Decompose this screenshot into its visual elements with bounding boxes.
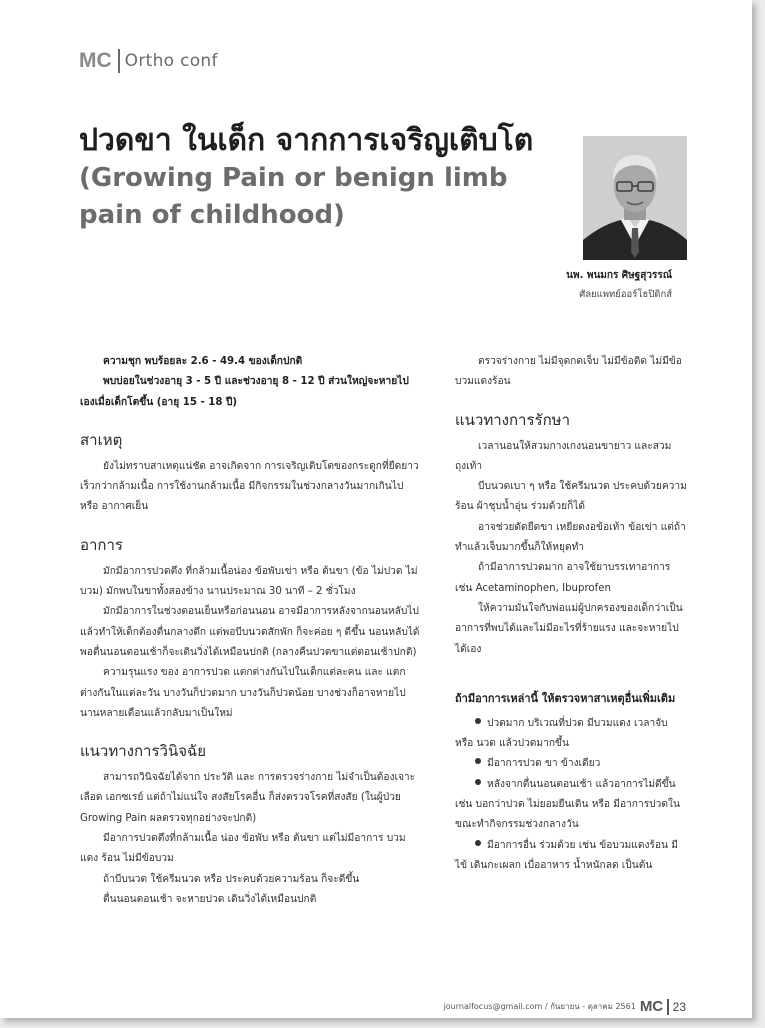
treatment-paragraph: เวลานอนให้สวมกางเกงนอนขายาว และสวมถุงเท้า bbox=[455, 440, 672, 472]
symptom-paragraph: มักมีอาการปวดตึง ที่กล้ามเนื้อน่อง ข้อพับเข่า หรือ ต้นขา (ข้อ ไม่ปวด ไม่บวม) มักพบในขาทั้งสองข้าง นานประมาณ 30 นาที – 2 ชั่วโมง bbox=[80, 565, 418, 598]
footer-email-date: journalfocus@gmail.com / กันยายน - ตุลาคม 2561 bbox=[443, 1002, 636, 1011]
author-role: ศัลยแพทย์ออร์โธปิดิกส์ bbox=[579, 289, 672, 300]
age-range-text: พบบ่อยในช่วงอายุ 3 - 5 ปี และช่วงอายุ 8 - 12 ปี ส่วนใหญ่จะหายไปเองเมื่อเด็กโตขึ้น (อายุ 15 - 18 ปี) bbox=[80, 376, 409, 408]
symptom-paragraph: ความรุนแรง ของ อาการปวด แตกต่างกันไปในเด็กแต่ละคน และ แตกต่างกันในแต่ละวัน บางวันก็ปวดมาก บางวันก็ปวดน้อย บางช่วงก็อาจหายไปนานหลายเดือนแล้วกลับมาเป็นใหม่ bbox=[80, 667, 406, 719]
diagnosis-paragraph: มีอาการปวดตึงที่กล้ามเนื้อ น่อง ข้อพับ หรือ ต้นขา แต่ไม่มีอาการ บวม แดง ร้อน ไม่มีข้อบวม bbox=[80, 833, 406, 865]
cause-heading: สาเหตุ bbox=[80, 430, 123, 449]
symptom-heading: อาการ bbox=[80, 535, 123, 554]
diagnosis-paragraph: ถ้าบีบนวด ใช้ครีมนวด หรือ ประคบด้วยความร้อน ก็จะดีขึ้น bbox=[103, 873, 360, 885]
warning-text: ปวดมาก บริเวณที่ปวด มีบวมแดง เวลาจับ หรือ นวด แล้วปวดมากขึ้น bbox=[455, 717, 668, 750]
diagnosis-paragraph: ตื่นนอนตอนเช้า จะหายปวด เดินวิ่งได้เหมือนปกติ bbox=[103, 893, 317, 905]
bullet-icon bbox=[475, 779, 481, 785]
right-column bbox=[455, 352, 688, 876]
bullet-icon bbox=[475, 758, 481, 764]
spacer bbox=[455, 660, 688, 674]
article-title-english: (Growing Pain or benign limb pain of childhood) bbox=[79, 163, 508, 230]
treatment-paragraph: อาจช่วยดัดยืดขา เหยียดงอข้อเท้า ข้อเข่า แต่ถ้าทำแล้วเจ็บมากขึ้นก็ให้หยุดทำ bbox=[455, 521, 686, 554]
warning-text: มีอาการปวด ขา ข้างเดียว bbox=[487, 758, 601, 770]
warning-item bbox=[455, 714, 688, 755]
prevalence-text: ความชุก พบร้อยละ 2.6 - 49.4 ของเด็กปกติ bbox=[103, 356, 303, 367]
symptom-paragraph: มักมีอาการในช่วงตอนเย็นหรือก่อนนอน อาจมีอาการหลังจากนอนหลับไปแล้วทำให้เด็กต้องตื่นกลางดึก แต่พอบีบนวดสักพัก ก็จะค่อย ๆ ดีขึ้น นอนหลับได้ พอตื่นนอนตอนเช้าก็จะเดินวิ่งได้เหมือนปกติ (กลางคืนปวดขาแต่ตอนเช้าปกติ) bbox=[80, 606, 420, 658]
bullet-icon bbox=[475, 840, 481, 846]
warning-text: มีอาการอื่น ร่วมด้วย เช่น ข้อบวมแดงร้อน มีไข้ เดินกะเผลก เบื่ออาหาร น้ำหนักลด เป็นต้น bbox=[455, 839, 678, 871]
warning-heading: ถ้ามีอาการเหล่านี้ ให้ตรวจหาสาเหตุอื่นเพิ่มเติม bbox=[455, 691, 676, 705]
treatment-paragraph: บีบนวดเบา ๆ หรือ ใช้ครีมนวด ประคบด้วยความร้อน ผ้าชุบน้ำอุ่น ร่วมด้วยก็ได้ bbox=[455, 481, 687, 513]
diagnosis-heading: แนวทางการวินิจฉัย bbox=[80, 742, 207, 761]
footer-brand: MC bbox=[639, 998, 664, 1015]
treatment-paragraph: ถ้ามีอาการปวดมาก อาจใช้ยาบรรเทาอาการ เช่น Acetaminophen, Ibuprofen bbox=[455, 562, 671, 594]
bullet-icon bbox=[475, 718, 481, 724]
treatment-heading: แนวทางการรักษา bbox=[455, 410, 570, 429]
left-column bbox=[80, 352, 420, 910]
diagnosis-paragraph: สามารถวินิจฉัยได้จาก ประวัติ และ การตรวจร่างกาย ไม่จำเป็นต้องเจาะเลือด เอกซเรย์ แต่ถ้าไม่แน่ใจ สงสัยโรคอื่น ก็ส่งตรวจโรคที่สงสัย (ในผู้ป่วย Growing Pain ผลตรวจทุกอย่างจะปกติ) bbox=[80, 772, 416, 824]
header-divider bbox=[118, 49, 120, 73]
header-brand: MC bbox=[79, 49, 112, 72]
footer-divider bbox=[667, 999, 669, 1015]
author-photo bbox=[583, 136, 687, 260]
cause-paragraph: ยังไม่ทราบสาเหตุแน่ชัด อาจเกิดจาก การเจริญเติบโตของกระดูกที่ยืดยาวเร็วกว่ากล้ามเนื้อ การใช้งานกล้ามเนื้อ มีกิจกรรมในช่วงกลางวันมากเกินไป หรือ อากาศเย็น bbox=[80, 460, 419, 513]
page-footer bbox=[444, 998, 686, 1015]
section-header bbox=[79, 49, 218, 73]
author-name: นพ. พนมกร ศิษฐสุวรรณ์ bbox=[566, 270, 672, 281]
article-title-thai: ปวดขา ในเด็ก จากการเจริญเติบโต bbox=[79, 123, 534, 158]
treatment-paragraph: ให้ความมั่นใจกับพ่อแม่ผู้ปกครองของเด็กว่าเป็นอาการที่พบได้และไม่มีอะไรที่ร้ายแรง และจะหายไปได้เอง bbox=[455, 602, 683, 655]
exam-paragraph: ตรวจร่างกาย ไม่มีจุดกดเจ็บ ไม่มีข้อติด ไม่มีข้อบวมแดงร้อน bbox=[455, 356, 682, 388]
warning-item bbox=[455, 754, 688, 774]
warning-item bbox=[455, 775, 688, 836]
page-number: 23 bbox=[672, 999, 686, 1014]
warning-text: หลังจากตื่นนอนตอนเช้า แล้วอาการไม่ดีขึ้น เช่น บอกว่าปวด ไม่ยอมยืนเดิน หรือ มีอาการปวดในขณะทำกิจกรรมช่วงกลางวัน bbox=[455, 778, 680, 831]
warning-item bbox=[455, 836, 688, 877]
header-section: Ortho conf bbox=[124, 51, 218, 71]
